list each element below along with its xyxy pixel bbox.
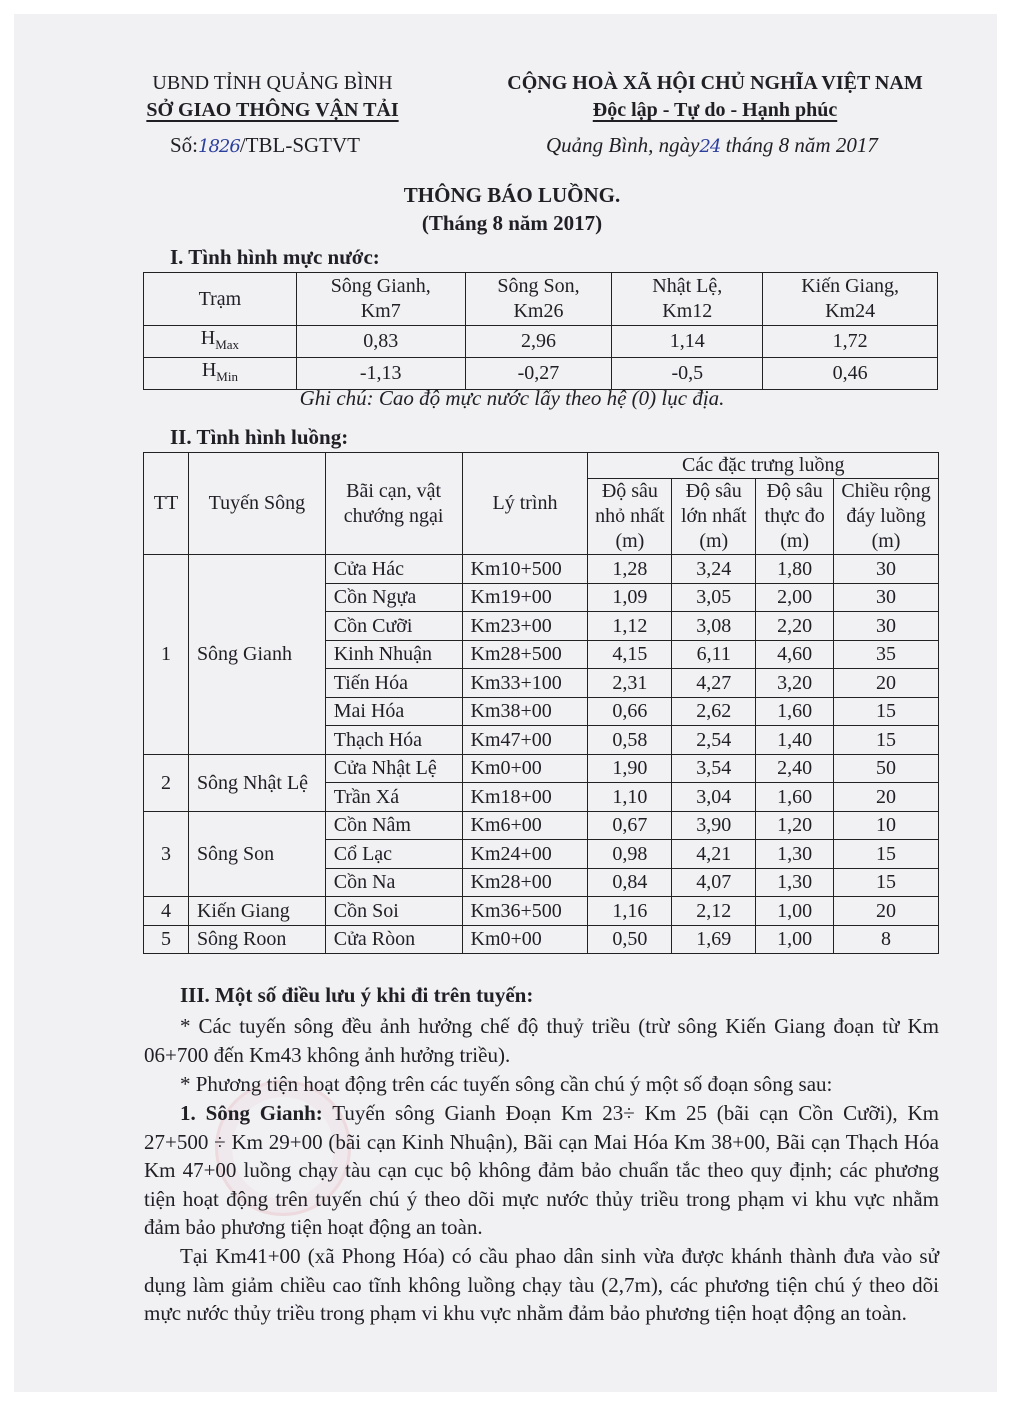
route-cell: Sông Nhật Lệ — [188, 754, 325, 811]
actual-depth-cell: 1,30 — [756, 840, 834, 869]
chainage-cell: Km47+00 — [462, 726, 588, 755]
value-cell: 1,14 — [612, 326, 763, 358]
chainage-cell: Km6+00 — [462, 811, 588, 840]
agency-line-2: SỞ GIAO THÔNG VẬN TẢI — [146, 99, 399, 121]
max-depth-cell: 3,54 — [672, 754, 756, 783]
max-depth-cell: 3,04 — [672, 783, 756, 812]
min-depth-cell: 1,90 — [588, 754, 672, 783]
obstacle-cell: Cổ Lạc — [325, 840, 462, 869]
station-km: Km24 — [825, 300, 876, 322]
min-depth-cell: 2,31 — [588, 669, 672, 698]
min-depth-cell: 1,28 — [588, 555, 672, 584]
header-line: thực đo — [764, 505, 825, 527]
value-cell: 0,83 — [296, 326, 465, 358]
station-column — [296, 273, 465, 326]
actual-depth-cell: 1,00 — [756, 897, 834, 926]
value-cell: 0,46 — [763, 358, 938, 390]
obstacle-cell: Cồn Ngựa — [325, 583, 462, 612]
place-date — [546, 133, 878, 158]
chainage-header: Lý trình — [462, 453, 588, 555]
route-cell: Sông Roon — [188, 925, 325, 954]
min-depth-cell: 0,58 — [588, 726, 672, 755]
obstacle-cell: Cửa Hác — [325, 555, 462, 584]
width-cell: 35 — [834, 640, 939, 669]
number-suffix: /TBL-SGTVT — [239, 133, 360, 157]
chainage-cell: Km24+00 — [462, 840, 588, 869]
station-header: Trạm — [144, 273, 297, 326]
max-depth-cell: 3,05 — [672, 583, 756, 612]
chainage-cell: Km19+00 — [462, 583, 588, 612]
country-block — [505, 70, 925, 124]
header-line: (m) — [699, 530, 729, 552]
value-cell: -0,5 — [612, 358, 763, 390]
note-bullet-2: * Phương tiện hoạt động trên các tuyến sông cần chú ý một số đoạn sông sau: — [180, 1072, 833, 1096]
row-label-main: H — [201, 359, 217, 381]
chainage-cell: Km33+100 — [462, 669, 588, 698]
width-cell: 10 — [834, 811, 939, 840]
obstacle-cell: Cồn Na — [325, 868, 462, 897]
fairway-row — [144, 754, 939, 783]
obstacle-cell: Thạch Hóa — [325, 726, 462, 755]
country-motto: Độc lập - Tự do - Hạnh phúc — [592, 99, 838, 121]
actual-depth-cell: 3,20 — [756, 669, 834, 698]
min-depth-cell: 0,67 — [588, 811, 672, 840]
max-depth-cell: 2,12 — [672, 897, 756, 926]
station-column — [763, 273, 938, 326]
value-cell: -1,13 — [296, 358, 465, 390]
width-cell: 30 — [834, 555, 939, 584]
hmax-row — [144, 326, 938, 358]
obstacle-cell: Cồn Cưỡi — [325, 612, 462, 641]
obstacle-header-line: Bãi cạn, vật — [346, 479, 442, 502]
chainage-cell: Km38+00 — [462, 697, 588, 726]
width-cell: 20 — [834, 897, 939, 926]
max-depth-cell: 4,07 — [672, 868, 756, 897]
min-depth-cell: 1,09 — [588, 583, 672, 612]
obstacle-cell: Cồn Soi — [325, 897, 462, 926]
actual-depth-cell: 1,20 — [756, 811, 834, 840]
max-depth-header — [672, 479, 756, 555]
min-depth-cell: 1,12 — [588, 612, 672, 641]
station-name: Sông Son, — [497, 275, 580, 297]
header-line: (m) — [871, 530, 901, 552]
fairway-table — [143, 452, 939, 954]
actual-depth-cell: 1,60 — [756, 697, 834, 726]
route-cell: Sông Son — [188, 811, 325, 897]
width-cell: 8 — [834, 925, 939, 954]
fairway-row — [144, 897, 939, 926]
obstacle-cell: Tiến Hóa — [325, 669, 462, 698]
max-depth-cell: 6,11 — [672, 640, 756, 669]
characteristics-header: Các đặc trưng luồng — [588, 453, 939, 479]
width-cell: 15 — [834, 697, 939, 726]
width-cell: 15 — [834, 868, 939, 897]
chainage-cell: Km23+00 — [462, 612, 588, 641]
chainage-cell: Km0+00 — [462, 925, 588, 954]
actual-depth-cell: 1,60 — [756, 783, 834, 812]
tt-cell: 1 — [144, 555, 189, 755]
obstacle-cell: Mai Hóa — [325, 697, 462, 726]
width-cell: 15 — [834, 840, 939, 869]
width-cell: 30 — [834, 612, 939, 641]
station-name: Kiến Giang, — [801, 275, 899, 297]
document-subtitle: (Tháng 8 năm 2017) — [421, 211, 603, 235]
station-column — [612, 273, 763, 326]
max-depth-cell: 3,08 — [672, 612, 756, 641]
min-depth-cell: 0,98 — [588, 840, 672, 869]
max-depth-cell: 2,62 — [672, 697, 756, 726]
station-name: Sông Gianh, — [330, 275, 431, 297]
place-date-prefix: Quảng Bình, ngày — [546, 133, 700, 157]
chainage-cell: Km0+00 — [462, 754, 588, 783]
station-km: Km12 — [662, 300, 713, 322]
section-3-heading: III. Một số điều lưu ý khi đi trên tuyến: — [180, 983, 534, 1007]
water-level-header-row — [144, 273, 938, 326]
chainage-cell: Km10+500 — [462, 555, 588, 584]
header-line: (m) — [780, 530, 810, 552]
hmin-row — [144, 358, 938, 390]
max-depth-cell: 1,69 — [672, 925, 756, 954]
section-2-heading: II. Tình hình luồng: — [170, 425, 349, 449]
max-depth-cell: 4,27 — [672, 669, 756, 698]
row-label — [144, 358, 297, 390]
tt-header: TT — [144, 453, 189, 555]
width-cell: 50 — [834, 754, 939, 783]
width-cell: 15 — [834, 726, 939, 755]
route-header: Tuyến Sông — [188, 453, 325, 555]
obstacle-cell: Cửa Ròon — [325, 925, 462, 954]
chainage-cell: Km36+500 — [462, 897, 588, 926]
document-title: THÔNG BÁO LUỒNG. — [403, 183, 621, 207]
width-cell: 20 — [834, 669, 939, 698]
station-column — [465, 273, 612, 326]
obstacle-header — [325, 453, 462, 555]
actual-depth-cell: 2,20 — [756, 612, 834, 641]
fairway-row — [144, 555, 939, 584]
tt-cell: 5 — [144, 925, 189, 954]
number-prefix: Số: — [170, 133, 199, 157]
song-gianh-text: Tuyến sông Gianh Đoạn Km 23÷ Km 25 (bãi cạn Cồn Cưỡi), Km 27+500 ÷ Km 29+00 (bãi cạn Kinh Nhuận), Bãi cạn Mai Hóa Km 38+00, Bãi cạn Thạch Hóa Km 47+00 luồng chạy tàu cạn cục bộ không đảm bảo chuẩn tắc theo quy định; các phương tiện hoạt động trên tuyến chú ý theo dõi mực nước thủy triều trong phạm vi khu vực nhằm đảm bảo phương tiện hoạt động an toàn. — [144, 1101, 939, 1239]
header-line: đáy luồng — [846, 505, 926, 527]
row-label-sub: Min — [216, 369, 238, 384]
water-level-table — [143, 272, 938, 390]
route-cell: Kiến Giang — [188, 897, 325, 926]
min-depth-cell: 0,50 — [588, 925, 672, 954]
tt-cell: 3 — [144, 811, 189, 897]
value-cell: 2,96 — [465, 326, 612, 358]
handwritten-number: 1826 — [198, 136, 240, 157]
obstacle-cell: Cửa Nhật Lệ — [325, 754, 462, 783]
actual-depth-cell: 2,00 — [756, 583, 834, 612]
max-depth-cell: 3,24 — [672, 555, 756, 584]
song-gianh-label: 1. Sông Gianh: — [180, 1101, 323, 1125]
header-line: Độ sâu — [685, 480, 742, 502]
song-gianh-note — [144, 1099, 939, 1242]
country-line-1: CỘNG HOÀ XÃ HỘI CHỦ NGHĨA VIỆT NAM — [507, 72, 923, 94]
tt-cell: 4 — [144, 897, 189, 926]
row-label-main: H — [200, 327, 216, 349]
station-km: Km7 — [360, 300, 401, 322]
place-date-suffix: tháng 8 năm 2017 — [720, 133, 878, 157]
min-depth-header — [588, 479, 672, 555]
fairway-row — [144, 811, 939, 840]
chainage-cell: Km28+00 — [462, 868, 588, 897]
obstacle-header-line: chướng ngại — [343, 504, 444, 527]
note-bullet-1: * Các tuyến sông đều ảnh hưởng chế độ thuỷ triều (trừ sông Kiến Giang đoạn từ Km 06+700 đến Km43 không ảnh hưởng triều). — [144, 1014, 939, 1067]
max-depth-cell: 3,90 — [672, 811, 756, 840]
header-line: Chiều rộng — [841, 480, 931, 502]
actual-depth-header — [756, 479, 834, 555]
header-line: (m) — [615, 530, 645, 552]
header-line: Độ sâu — [766, 480, 823, 502]
water-level-note: Ghi chú: Cao độ mực nước lấy theo hệ (0) lục địa. — [299, 386, 725, 410]
actual-depth-cell: 2,40 — [756, 754, 834, 783]
handwritten-day: 24 — [699, 136, 721, 157]
width-header — [834, 479, 939, 555]
min-depth-cell: 4,15 — [588, 640, 672, 669]
min-depth-cell: 0,66 — [588, 697, 672, 726]
obstacle-cell: Cồn Nâm — [325, 811, 462, 840]
min-depth-cell: 1,16 — [588, 897, 672, 926]
row-label — [144, 326, 297, 358]
min-depth-cell: 1,10 — [588, 783, 672, 812]
actual-depth-cell: 1,30 — [756, 868, 834, 897]
station-name: Nhật Lệ, — [652, 275, 723, 297]
row-label-sub: Max — [215, 337, 240, 352]
header-line: Độ sâu — [601, 480, 658, 502]
header-line: lớn nhất — [680, 505, 747, 527]
agency-block — [140, 70, 405, 124]
obstacle-cell: Trần Xá — [325, 783, 462, 812]
tt-cell: 2 — [144, 754, 189, 811]
chainage-cell: Km28+500 — [462, 640, 588, 669]
station-km: Km26 — [513, 300, 564, 322]
actual-depth-cell: 1,00 — [756, 925, 834, 954]
header-line: nhỏ nhất — [595, 505, 665, 527]
max-depth-cell: 2,54 — [672, 726, 756, 755]
max-depth-cell: 4,21 — [672, 840, 756, 869]
section-1-heading: I. Tình hình mực nước: — [170, 245, 380, 269]
value-cell: 1,72 — [763, 326, 938, 358]
chainage-cell: Km18+00 — [462, 783, 588, 812]
width-cell: 20 — [834, 783, 939, 812]
agency-line-1: UBND TỈNH QUẢNG BÌNH — [152, 72, 393, 94]
route-cell: Sông Gianh — [188, 555, 325, 755]
min-depth-cell: 0,84 — [588, 868, 672, 897]
obstacle-cell: Kinh Nhuận — [325, 640, 462, 669]
fairway-header-row — [144, 453, 939, 479]
actual-depth-cell: 4,60 — [756, 640, 834, 669]
fairway-row — [144, 925, 939, 954]
actual-depth-cell: 1,80 — [756, 555, 834, 584]
phong-hoa-bridge-note: Tại Km41+00 (xã Phong Hóa) có cầu phao dân sinh vừa được khánh thành đưa vào sử dụng làm giảm chiều cao tĩnh không luồng chạy tàu (2,7m), các phương tiện chú ý theo dõi mực nước thủy triều trong phạm vi khu vực nhằm đảm bảo phương tiện hoạt động an toàn. — [144, 1244, 939, 1325]
actual-depth-cell: 1,40 — [756, 726, 834, 755]
value-cell: -0,27 — [465, 358, 612, 390]
document-number — [170, 133, 360, 158]
width-cell: 30 — [834, 583, 939, 612]
